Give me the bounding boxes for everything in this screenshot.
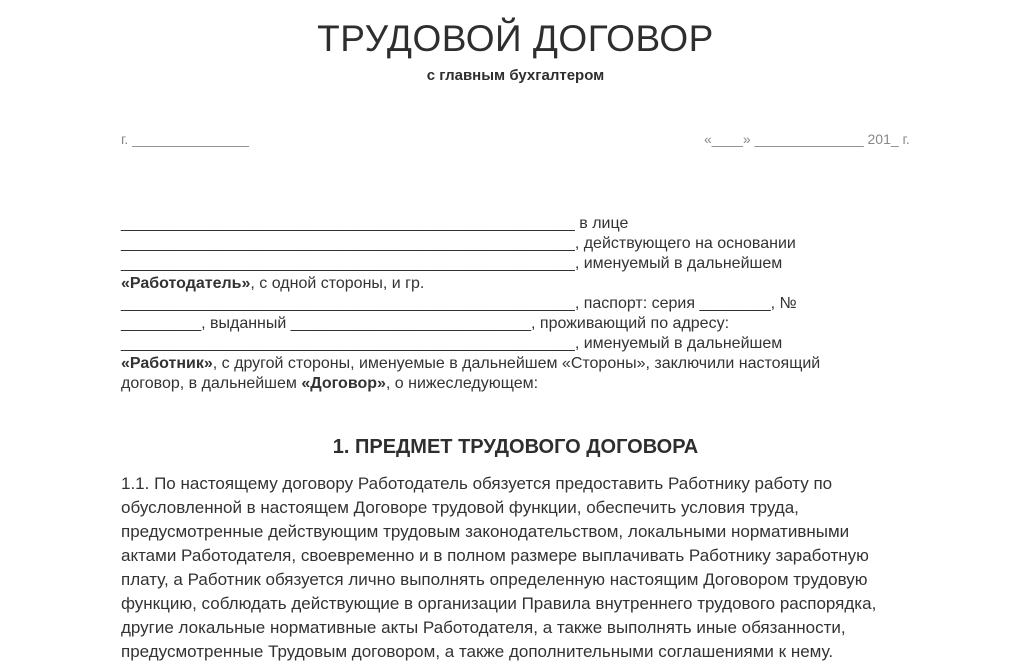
parties-line: ___________________________________________________, действующего на основании xyxy=(121,235,796,252)
parties-text: договор, в дальнейшем xyxy=(121,375,302,392)
paragraph-line: другие локальные нормативные акты Работодателя, а также выполнять иные обязанности, xyxy=(121,618,846,637)
paragraph-line: плату, а Работник обязуется лично выполнять определенную настоящим Договором трудовую xyxy=(121,570,868,589)
paragraph-line: предусмотренные Трудовым договором, а также дополнительными соглашениями к нему. xyxy=(121,642,834,661)
section-heading: 1. ПРЕДМЕТ ТРУДОВОГО ДОГОВОРА xyxy=(332,436,699,458)
paragraph-line: обусловленной в настоящем Договоре трудовой функции, обеспечить условия труда, xyxy=(121,498,799,517)
date-field: «____» ______________ 201_ г. xyxy=(704,131,910,147)
paragraph-line: предусмотренные действующим трудовым законодательством, локальными нормативными xyxy=(121,522,850,541)
parties-line xyxy=(121,374,538,394)
document-title: ТРУДОВОЙ ДОГОВОР xyxy=(317,18,714,59)
paragraph-line: актами Работодателя, своевременно и в полном размере выплачивать Работнику заработную xyxy=(121,546,869,565)
parties-text: , о нижеследующем: xyxy=(385,375,539,392)
employer-term: «Работодатель» xyxy=(121,275,251,292)
city-field: г. _______________ xyxy=(121,131,249,147)
parties-line: ___________________________________________________, именуемый в дальнейшем xyxy=(121,255,783,272)
parties-text: , с одной стороны, и гр. xyxy=(250,275,425,292)
parties-line: ___________________________________________________, паспорт: серия ________, № xyxy=(121,295,797,312)
parties-line xyxy=(121,274,424,294)
parties-line: _________, выданный ___________________________, проживающий по адресу: xyxy=(121,315,730,332)
parties-text: , с другой стороны, именуемые в дальнейшем «Стороны», заключили настоящий xyxy=(212,355,821,372)
parties-line: ___________________________________________________ в лице xyxy=(121,215,629,232)
employee-term: «Работник» xyxy=(121,355,213,372)
contract-term: «Договор» xyxy=(301,375,386,392)
paragraph-line: функцию, соблюдать действующие в организации Правила внутреннего трудового распорядка, xyxy=(121,594,877,613)
document-subtitle: с главным бухгалтером xyxy=(426,67,605,84)
parties-line xyxy=(121,354,820,374)
paragraph-line: 1.1. По настоящему договору Работодатель обязуется предоставить Работнику работу по xyxy=(121,474,833,493)
parties-line: ___________________________________________________, именуемый в дальнейшем xyxy=(121,335,783,352)
